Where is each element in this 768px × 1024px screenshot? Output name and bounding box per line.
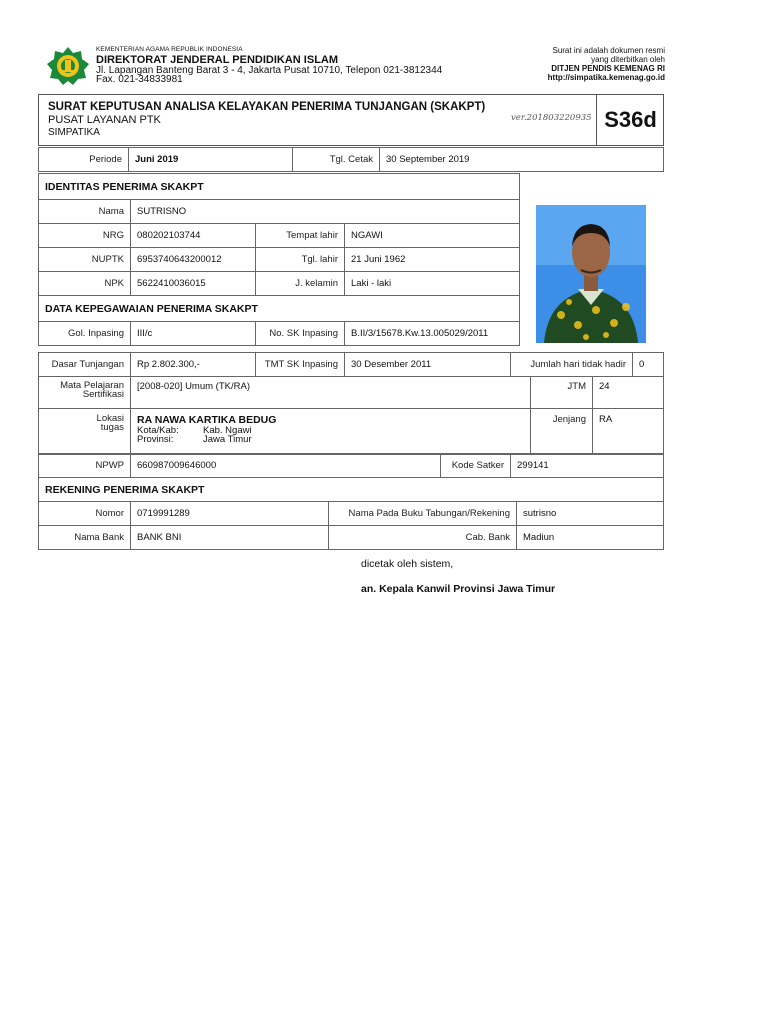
rekening-table <box>38 477 664 550</box>
kota-value: Kab. Ngawi <box>203 425 252 436</box>
nama-buku-label: Nama Pada Buku Tabungan/Rekening <box>329 502 517 526</box>
document-title: SURAT KEPUTUSAN ANALISA KELAYAKAN PENERIMA TUNJANGAN (SKAKPT) <box>48 101 486 113</box>
period-table <box>38 147 664 172</box>
jtm-value: 24 <box>593 377 664 409</box>
nama-label: Nama <box>39 200 131 224</box>
cetak-label: Tgl. Cetak <box>293 148 380 172</box>
lokasi-label-line1: Lokasi <box>96 413 124 424</box>
title-box <box>38 94 664 146</box>
jenis-kelamin-value: Laki - laki <box>345 272 520 296</box>
tmt-value: 30 Desember 2011 <box>345 353 511 377</box>
npk-label: NPK <box>39 272 131 296</box>
kota-label: Kota/Kab: <box>137 425 179 436</box>
nrg-value: 080202103744 <box>131 224 256 248</box>
lokasi-name: RA NAWA KARTIKA BEDUG <box>137 414 277 426</box>
bank-value: BANK BNI <box>131 526 329 550</box>
satker-value: 299141 <box>511 454 664 478</box>
npwp-table <box>38 453 664 478</box>
nama-buku-value: sutrisno <box>517 502 664 526</box>
form-code: S36d <box>596 95 664 145</box>
jtm-label: JTM <box>531 377 593 409</box>
nomor-value: 0719991289 <box>131 502 329 526</box>
recipient-photo <box>536 205 646 343</box>
official-note <box>548 46 665 82</box>
periode-label: Periode <box>39 148 129 172</box>
periode-value: Juni 2019 <box>129 148 293 172</box>
note-line: yang diterbitkan oleh <box>591 55 665 64</box>
npwp-label: NPWP <box>39 454 131 478</box>
lokasi-kota <box>137 426 524 435</box>
nuptk-value: 6953740643200012 <box>131 248 256 272</box>
nama-value: SUTRISNO <box>131 200 520 224</box>
printed-by-system: dicetak oleh sistem, <box>361 558 454 570</box>
ministry-name: KEMENTERIAN AGAMA REPUBLIK INDONESIA <box>96 46 243 53</box>
tgl-lahir-label: Tgl. lahir <box>256 248 345 272</box>
identitas-table <box>38 173 520 346</box>
jenjang-value: RA <box>593 409 664 455</box>
hari-tidak-hadir-label: Jumlah hari tidak hadir <box>511 353 633 377</box>
mapel-table <box>38 376 664 455</box>
nomor-label: Nomor <box>39 502 131 526</box>
note-url[interactable]: http://simpatika.kemenag.go.id <box>547 73 665 82</box>
nrg-label: NRG <box>39 224 131 248</box>
kepegawaian-table <box>38 352 664 377</box>
lokasi-label <box>39 409 131 455</box>
app-name: SIMPATIKA <box>48 127 100 138</box>
mapel-value: [2008-020] Umum (TK/RA) <box>131 377 531 409</box>
tmt-label: TMT SK Inpasing <box>256 353 345 377</box>
directorate-name: DIREKTORAT JENDERAL PENDIDIKAN ISLAM <box>96 54 339 66</box>
kepegawaian-section-title: DATA KEPEGAWAIAN PENERIMA SKAKPT <box>39 296 520 322</box>
address <box>96 66 442 84</box>
gol-label: Gol. Inpasing <box>39 322 131 346</box>
npk-value: 5622410036015 <box>131 272 256 296</box>
cabang-value: Madiun <box>517 526 664 550</box>
hari-tidak-hadir-value: 0 <box>633 353 664 377</box>
gol-value: III/c <box>131 322 256 346</box>
tgl-lahir-value: 21 Juni 1962 <box>345 248 520 272</box>
sk-value: B.II/3/15678.Kw.13.005029/2011 <box>345 322 520 346</box>
mapel-label-line2: Sertifikasi <box>82 389 124 400</box>
satker-label: Kode Satker <box>441 454 511 478</box>
version: ver.201803220935 <box>511 113 592 123</box>
jenis-kelamin-label: J. kelamin <box>256 272 345 296</box>
mapel-label-line1: Mata Pelajaran <box>60 380 124 391</box>
fax-line: Fax. 021-34833981 <box>96 74 183 85</box>
tempat-lahir-label: Tempat lahir <box>256 224 345 248</box>
identitas-section-title: IDENTITAS PENERIMA SKAKPT <box>39 174 520 200</box>
lokasi-provinsi <box>137 435 524 444</box>
jenjang-label: Jenjang <box>531 409 593 455</box>
document-subtitle: PUSAT LAYANAN PTK <box>48 114 161 126</box>
bank-label: Nama Bank <box>39 526 131 550</box>
tempat-lahir-value: NGAWI <box>345 224 520 248</box>
address-line: Jl. Lapangan Banteng Barat 3 - 4, Jakarta Pusat 10710, Telepon 021-3812344 <box>96 65 443 76</box>
provinsi-value: Jawa Timur <box>203 434 252 445</box>
note-line: Surat ini adalah dokumen resmi <box>552 46 665 55</box>
cetak-value: 30 September 2019 <box>380 148 664 172</box>
nuptk-label: NUPTK <box>39 248 131 272</box>
rekening-section-title: REKENING PENERIMA SKAKPT <box>39 478 664 502</box>
kemenag-logo <box>46 46 90 86</box>
npwp-value: 660987009646000 <box>131 454 441 478</box>
dasar-value: Rp 2.802.300,- <box>131 353 256 377</box>
provinsi-label: Provinsi: <box>137 434 174 445</box>
cabang-label: Cab. Bank <box>329 526 517 550</box>
note-issuer: DITJEN PENDIS KEMENAG RI <box>551 64 665 73</box>
dasar-label: Dasar Tunjangan <box>39 353 131 377</box>
lokasi-label-line2: tugas <box>100 422 124 433</box>
lokasi-value <box>131 409 531 455</box>
signatory: an. Kepala Kanwil Provinsi Jawa Timur <box>361 583 556 595</box>
sk-label: No. SK Inpasing <box>256 322 345 346</box>
mapel-label <box>39 377 131 409</box>
